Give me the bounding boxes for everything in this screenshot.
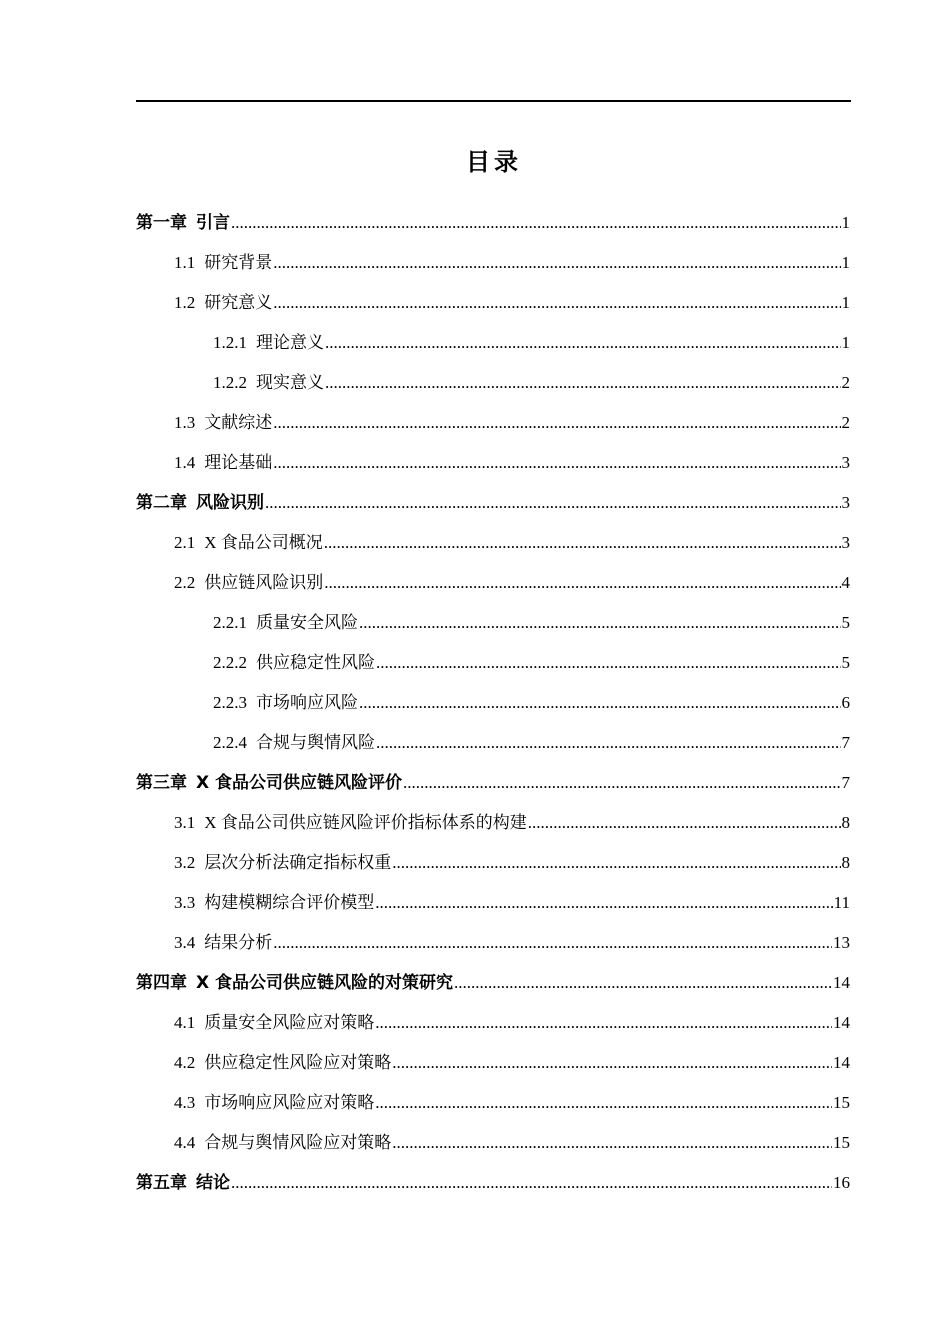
toc-entry-number: 1.2.2 <box>213 373 247 392</box>
toc-entry-text: 合规与舆情风险应对策略 <box>204 1133 392 1152</box>
toc-entry-number: 2.1 <box>174 533 196 552</box>
toc-dot-leader <box>324 563 840 603</box>
toc-entry-label <box>213 323 324 363</box>
toc-entry-text: X 食品公司概况 <box>204 533 323 552</box>
toc-dot-leader <box>273 443 840 483</box>
toc-entry-text: 风险识别 <box>196 493 264 513</box>
toc-entry-text: 理论意义 <box>256 333 324 352</box>
toc-entry[interactable] <box>136 763 850 803</box>
toc-entry-number: 2.2.4 <box>213 733 247 752</box>
toc-entry-label <box>174 1003 374 1043</box>
toc-dot-leader <box>376 643 841 683</box>
toc-dot-leader <box>376 723 841 763</box>
toc-dot-leader <box>528 803 841 843</box>
toc-entry-number: 第五章 <box>136 1173 187 1193</box>
toc-entry-number: 3.4 <box>174 933 196 952</box>
toc-entry-text: 构建模糊综合评价模型 <box>204 893 375 912</box>
toc-dot-leader <box>392 843 840 883</box>
toc-page-number: 7 <box>841 733 850 752</box>
toc-entry-text: 结果分析 <box>204 933 273 952</box>
toc-entry-text: 质量安全风险 <box>256 613 358 632</box>
toc-entry[interactable] <box>136 523 850 563</box>
header-rule <box>136 100 851 102</box>
toc-entry[interactable] <box>136 643 850 683</box>
toc-entry[interactable] <box>136 443 850 483</box>
toc-entry-number: 1.2 <box>174 293 196 312</box>
toc-entry[interactable] <box>136 1003 850 1043</box>
toc-entry-label <box>136 963 453 1003</box>
toc-entry[interactable] <box>136 403 850 443</box>
toc-entry-label <box>136 763 402 803</box>
toc-entry-label <box>174 403 272 443</box>
toc-dot-leader <box>359 683 841 723</box>
toc-entry[interactable] <box>136 1123 850 1163</box>
toc-title: 目录 <box>466 148 522 176</box>
toc-entry-text: 供应稳定性风险应对策略 <box>204 1053 392 1072</box>
toc-dot-leader <box>325 363 841 403</box>
toc-page-number: 2 <box>841 413 850 432</box>
toc-entry-number: 3.1 <box>174 813 196 832</box>
toc-entry[interactable] <box>136 323 850 363</box>
toc-entry-text: 质量安全风险应对策略 <box>204 1013 375 1032</box>
toc-entry-number: 3.2 <box>174 853 196 872</box>
toc-entry-number: 第三章 <box>136 773 187 793</box>
toc-entry-label <box>136 483 264 523</box>
toc-dot-leader <box>273 403 840 443</box>
toc-entry-label <box>174 443 272 483</box>
toc-dot-leader <box>392 1043 832 1083</box>
toc-entry-number: 3.3 <box>174 893 196 912</box>
toc-dot-leader <box>265 483 841 523</box>
toc-dot-leader <box>231 203 841 243</box>
toc-entry-text: 研究背景 <box>204 253 273 272</box>
toc-page-number: 3 <box>841 493 850 512</box>
toc-entry-text: X 食品公司供应链风险评价 <box>196 773 403 793</box>
toc-entry-label <box>174 923 272 963</box>
toc-entry-number: 2.2.3 <box>213 693 247 712</box>
toc-dot-leader <box>392 1123 832 1163</box>
toc-entry[interactable] <box>136 1083 850 1123</box>
toc-entry-number: 4.2 <box>174 1053 196 1072</box>
toc-dot-leader <box>375 883 832 923</box>
toc-page-number: 16 <box>833 1173 850 1192</box>
toc-page-number: 13 <box>833 933 850 952</box>
toc-dot-leader <box>325 323 841 363</box>
toc-page-number: 11 <box>833 893 850 912</box>
toc-page-number: 15 <box>833 1093 850 1112</box>
toc-entry-text: 供应链风险识别 <box>204 573 324 592</box>
toc-entry-number: 4.1 <box>174 1013 196 1032</box>
toc-entry-label <box>174 1043 391 1083</box>
toc-dot-leader <box>273 923 832 963</box>
toc-page-number: 1 <box>841 333 850 352</box>
toc-entry-number: 4.3 <box>174 1093 196 1112</box>
toc-entry[interactable] <box>136 563 850 603</box>
toc-entry-text: 市场响应风险 <box>256 693 358 712</box>
toc-entry-text: X 食品公司供应链风险评价指标体系的构建 <box>204 813 527 832</box>
toc-dot-leader <box>324 523 841 563</box>
toc-entry-number: 1.4 <box>174 453 196 472</box>
toc-entry-number: 2.2.2 <box>213 653 247 672</box>
toc-entry-text: 层次分析法确定指标权重 <box>204 853 392 872</box>
toc-entry[interactable] <box>136 843 850 883</box>
toc-dot-leader <box>273 283 840 323</box>
toc-entry-number: 4.4 <box>174 1133 196 1152</box>
toc-entry-number: 第一章 <box>136 213 187 233</box>
toc-entry-text: 文献综述 <box>204 413 273 432</box>
toc-entry-text: 研究意义 <box>204 293 273 312</box>
toc-entry-number: 2.2 <box>174 573 196 592</box>
toc-page-number: 2 <box>841 373 850 392</box>
toc-entry-label <box>174 563 323 603</box>
toc-page-number: 1 <box>841 213 850 232</box>
toc-page-number: 14 <box>833 973 850 992</box>
toc-entry-text: 现实意义 <box>256 373 324 392</box>
toc-entry-number: 第二章 <box>136 493 187 513</box>
toc-entry-number: 2.2.1 <box>213 613 247 632</box>
toc-page-number: 14 <box>833 1053 850 1072</box>
toc-entry-number: 第四章 <box>136 973 187 993</box>
toc-entry[interactable] <box>136 283 850 323</box>
toc-entry-label <box>136 203 230 243</box>
toc-entry-number: 1.3 <box>174 413 196 432</box>
toc-page-number: 15 <box>833 1133 850 1152</box>
toc-entry-label <box>213 603 358 643</box>
toc-entry[interactable] <box>136 363 850 403</box>
toc-entry[interactable] <box>136 603 850 643</box>
toc-dot-leader <box>403 763 840 803</box>
toc-page-number: 3 <box>841 533 850 552</box>
toc-page-number: 5 <box>841 613 850 632</box>
toc-entry-number: 1.2.1 <box>213 333 247 352</box>
toc-entry[interactable] <box>136 483 850 523</box>
toc-entry-text: 引言 <box>196 213 230 233</box>
toc-dot-leader <box>375 1003 832 1043</box>
toc-entry[interactable] <box>136 723 850 763</box>
toc-entry-label <box>174 243 272 283</box>
toc-entry-text: 理论基础 <box>204 453 273 472</box>
toc-entry-label <box>174 523 323 563</box>
toc-page-number: 6 <box>841 693 850 712</box>
toc-entry[interactable] <box>136 683 850 723</box>
toc-page-number: 8 <box>841 853 850 872</box>
toc-entry-text: 供应稳定性风险 <box>256 653 375 672</box>
toc-entry-label <box>213 723 375 763</box>
toc-entry-number: 1.1 <box>174 253 196 272</box>
toc-entry-label <box>213 643 375 683</box>
toc-dot-leader <box>375 1083 832 1123</box>
toc-entry[interactable] <box>136 963 850 1003</box>
toc-entry-label <box>174 883 374 923</box>
toc-entry[interactable] <box>136 1163 850 1203</box>
table-of-contents <box>136 203 850 1203</box>
toc-entry-text: 合规与舆情风险 <box>256 733 375 752</box>
toc-entry-label <box>174 803 527 843</box>
toc-page-number: 8 <box>841 813 850 832</box>
toc-entry-label <box>174 1123 391 1163</box>
toc-page-number: 1 <box>841 253 850 272</box>
toc-page-number: 7 <box>841 773 850 792</box>
toc-entry[interactable] <box>136 883 850 923</box>
toc-page-number: 1 <box>841 293 850 312</box>
toc-entry-text: 市场响应风险应对策略 <box>204 1093 375 1112</box>
toc-entry[interactable] <box>136 923 850 963</box>
toc-page-number: 4 <box>841 573 850 592</box>
toc-entry-label <box>213 363 324 403</box>
toc-entry[interactable] <box>136 803 850 843</box>
toc-entry-text: X 食品公司供应链风险的对策研究 <box>196 973 454 993</box>
toc-entry-label <box>174 1083 374 1123</box>
toc-entry[interactable] <box>136 1043 850 1083</box>
toc-entry-label <box>213 683 358 723</box>
toc-dot-leader <box>231 1163 832 1203</box>
toc-page-number: 14 <box>833 1013 850 1032</box>
toc-entry-text: 结论 <box>196 1173 230 1193</box>
toc-entry-label <box>174 843 391 883</box>
toc-page-number: 3 <box>841 453 850 472</box>
toc-entry-label <box>174 283 272 323</box>
toc-entry-label <box>136 1163 230 1203</box>
toc-dot-leader <box>359 603 841 643</box>
toc-entry[interactable] <box>136 203 850 243</box>
toc-page-number: 5 <box>841 653 850 672</box>
toc-dot-leader <box>273 243 840 283</box>
toc-entry[interactable] <box>136 243 850 283</box>
toc-dot-leader <box>454 963 832 1003</box>
